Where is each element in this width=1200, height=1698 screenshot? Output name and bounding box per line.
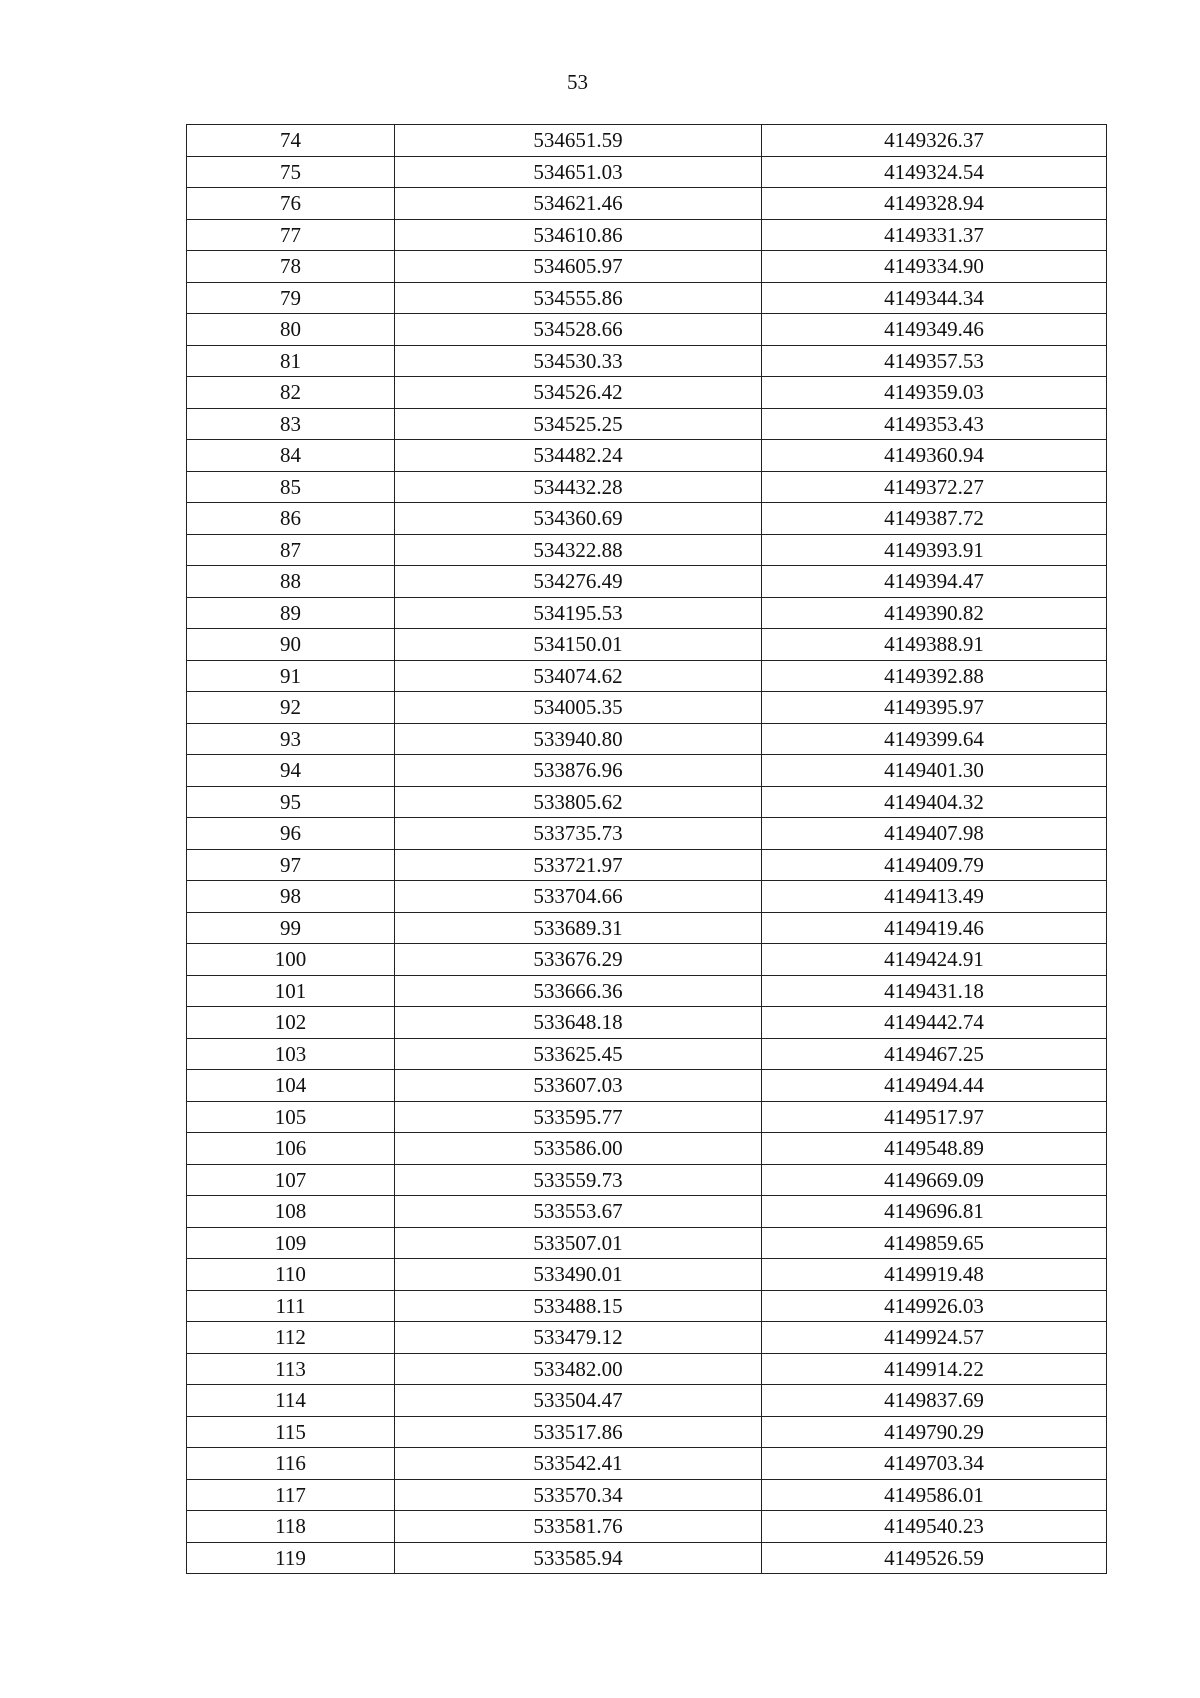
point-number-cell: 103 (187, 1038, 395, 1070)
coordinates-table (186, 124, 1107, 1574)
point-number-cell: 86 (187, 503, 395, 535)
point-number-cell: 94 (187, 755, 395, 787)
x-coordinate-cell: 534605.97 (395, 251, 762, 283)
x-coordinate-cell: 533581.76 (395, 1511, 762, 1543)
x-coordinate-cell: 533559.73 (395, 1164, 762, 1196)
table-row (187, 1227, 1107, 1259)
y-coordinate-cell: 4149344.34 (762, 282, 1107, 314)
point-number-cell: 111 (187, 1290, 395, 1322)
x-coordinate-cell: 534526.42 (395, 377, 762, 409)
table-row (187, 1133, 1107, 1165)
table-row (187, 1259, 1107, 1291)
y-coordinate-cell: 4149413.49 (762, 881, 1107, 913)
y-coordinate-cell: 4149390.82 (762, 597, 1107, 629)
x-coordinate-cell: 534322.88 (395, 534, 762, 566)
x-coordinate-cell: 533553.67 (395, 1196, 762, 1228)
y-coordinate-cell: 4149393.91 (762, 534, 1107, 566)
x-coordinate-cell: 533648.18 (395, 1007, 762, 1039)
x-coordinate-cell: 534276.49 (395, 566, 762, 598)
x-coordinate-cell: 534525.25 (395, 408, 762, 440)
point-number-cell: 115 (187, 1416, 395, 1448)
y-coordinate-cell: 4149442.74 (762, 1007, 1107, 1039)
y-coordinate-cell: 4149328.94 (762, 188, 1107, 220)
point-number-cell: 95 (187, 786, 395, 818)
point-number-cell: 82 (187, 377, 395, 409)
y-coordinate-cell: 4149334.90 (762, 251, 1107, 283)
point-number-cell: 99 (187, 912, 395, 944)
point-number-cell: 110 (187, 1259, 395, 1291)
x-coordinate-cell: 533607.03 (395, 1070, 762, 1102)
point-number-cell: 101 (187, 975, 395, 1007)
table-row (187, 944, 1107, 976)
x-coordinate-cell: 533805.62 (395, 786, 762, 818)
x-coordinate-cell: 534530.33 (395, 345, 762, 377)
y-coordinate-cell: 4149914.22 (762, 1353, 1107, 1385)
table-row (187, 1070, 1107, 1102)
x-coordinate-cell: 534432.28 (395, 471, 762, 503)
point-number-cell: 85 (187, 471, 395, 503)
y-coordinate-cell: 4149388.91 (762, 629, 1107, 661)
y-coordinate-cell: 4149703.34 (762, 1448, 1107, 1480)
x-coordinate-cell: 534651.59 (395, 125, 762, 157)
y-coordinate-cell: 4149526.59 (762, 1542, 1107, 1574)
table-row (187, 156, 1107, 188)
x-coordinate-cell: 534195.53 (395, 597, 762, 629)
table-row (187, 125, 1107, 157)
table-row (187, 1385, 1107, 1417)
y-coordinate-cell: 4149359.03 (762, 377, 1107, 409)
y-coordinate-cell: 4149395.97 (762, 692, 1107, 724)
table-row (187, 377, 1107, 409)
x-coordinate-cell: 534528.66 (395, 314, 762, 346)
y-coordinate-cell: 4149467.25 (762, 1038, 1107, 1070)
point-number-cell: 109 (187, 1227, 395, 1259)
table-row (187, 1511, 1107, 1543)
table-row (187, 1416, 1107, 1448)
x-coordinate-cell: 534005.35 (395, 692, 762, 724)
table-row (187, 1196, 1107, 1228)
point-number-cell: 80 (187, 314, 395, 346)
table-row (187, 1542, 1107, 1574)
y-coordinate-cell: 4149331.37 (762, 219, 1107, 251)
y-coordinate-cell: 4149548.89 (762, 1133, 1107, 1165)
point-number-cell: 88 (187, 566, 395, 598)
y-coordinate-cell: 4149790.29 (762, 1416, 1107, 1448)
point-number-cell: 104 (187, 1070, 395, 1102)
table-row (187, 1353, 1107, 1385)
x-coordinate-cell: 533542.41 (395, 1448, 762, 1480)
y-coordinate-cell: 4149924.57 (762, 1322, 1107, 1354)
x-coordinate-cell: 533876.96 (395, 755, 762, 787)
y-coordinate-cell: 4149424.91 (762, 944, 1107, 976)
point-number-cell: 113 (187, 1353, 395, 1385)
y-coordinate-cell: 4149517.97 (762, 1101, 1107, 1133)
x-coordinate-cell: 533488.15 (395, 1290, 762, 1322)
table-row (187, 219, 1107, 251)
y-coordinate-cell: 4149399.64 (762, 723, 1107, 755)
x-coordinate-cell: 533676.29 (395, 944, 762, 976)
x-coordinate-cell: 533940.80 (395, 723, 762, 755)
point-number-cell: 97 (187, 849, 395, 881)
y-coordinate-cell: 4149401.30 (762, 755, 1107, 787)
x-coordinate-cell: 533595.77 (395, 1101, 762, 1133)
table-row (187, 471, 1107, 503)
table-row (187, 597, 1107, 629)
point-number-cell: 119 (187, 1542, 395, 1574)
y-coordinate-cell: 4149669.09 (762, 1164, 1107, 1196)
y-coordinate-cell: 4149394.47 (762, 566, 1107, 598)
x-coordinate-cell: 533490.01 (395, 1259, 762, 1291)
point-number-cell: 83 (187, 408, 395, 440)
point-number-cell: 91 (187, 660, 395, 692)
x-coordinate-cell: 533735.73 (395, 818, 762, 850)
y-coordinate-cell: 4149419.46 (762, 912, 1107, 944)
point-number-cell: 112 (187, 1322, 395, 1354)
page-number: 53 (567, 70, 588, 94)
y-coordinate-cell: 4149360.94 (762, 440, 1107, 472)
point-number-cell: 81 (187, 345, 395, 377)
y-coordinate-cell: 4149696.81 (762, 1196, 1107, 1228)
point-number-cell: 79 (187, 282, 395, 314)
y-coordinate-cell: 4149540.23 (762, 1511, 1107, 1543)
point-number-cell: 98 (187, 881, 395, 913)
table-row (187, 282, 1107, 314)
y-coordinate-cell: 4149326.37 (762, 125, 1107, 157)
x-coordinate-cell: 533689.31 (395, 912, 762, 944)
x-coordinate-cell: 533482.00 (395, 1353, 762, 1385)
x-coordinate-cell: 533570.34 (395, 1479, 762, 1511)
point-number-cell: 116 (187, 1448, 395, 1480)
table-row (187, 408, 1107, 440)
x-coordinate-cell: 533586.00 (395, 1133, 762, 1165)
x-coordinate-cell: 534651.03 (395, 156, 762, 188)
coordinates-table-body (187, 125, 1107, 1574)
table-row (187, 566, 1107, 598)
table-row (187, 1164, 1107, 1196)
point-number-cell: 75 (187, 156, 395, 188)
point-number-cell: 100 (187, 944, 395, 976)
table-row (187, 881, 1107, 913)
table-row (187, 534, 1107, 566)
x-coordinate-cell: 533666.36 (395, 975, 762, 1007)
y-coordinate-cell: 4149586.01 (762, 1479, 1107, 1511)
table-row (187, 755, 1107, 787)
table-row (187, 314, 1107, 346)
x-coordinate-cell: 533704.66 (395, 881, 762, 913)
x-coordinate-cell: 534150.01 (395, 629, 762, 661)
point-number-cell: 76 (187, 188, 395, 220)
table-row (187, 188, 1107, 220)
table-row (187, 692, 1107, 724)
y-coordinate-cell: 4149431.18 (762, 975, 1107, 1007)
table-row (187, 912, 1107, 944)
table-row (187, 1290, 1107, 1322)
x-coordinate-cell: 534621.46 (395, 188, 762, 220)
point-number-cell: 108 (187, 1196, 395, 1228)
x-coordinate-cell: 533721.97 (395, 849, 762, 881)
table-row (187, 849, 1107, 881)
table-row (187, 1448, 1107, 1480)
y-coordinate-cell: 4149409.79 (762, 849, 1107, 881)
x-coordinate-cell: 534610.86 (395, 219, 762, 251)
y-coordinate-cell: 4149387.72 (762, 503, 1107, 535)
table-row (187, 440, 1107, 472)
y-coordinate-cell: 4149392.88 (762, 660, 1107, 692)
x-coordinate-cell: 533517.86 (395, 1416, 762, 1448)
table-row (187, 1101, 1107, 1133)
table-row (187, 786, 1107, 818)
y-coordinate-cell: 4149494.44 (762, 1070, 1107, 1102)
y-coordinate-cell: 4149919.48 (762, 1259, 1107, 1291)
point-number-cell: 90 (187, 629, 395, 661)
y-coordinate-cell: 4149353.43 (762, 408, 1107, 440)
x-coordinate-cell: 534555.86 (395, 282, 762, 314)
y-coordinate-cell: 4149404.32 (762, 786, 1107, 818)
y-coordinate-cell: 4149926.03 (762, 1290, 1107, 1322)
table-row (187, 975, 1107, 1007)
x-coordinate-cell: 534074.62 (395, 660, 762, 692)
point-number-cell: 87 (187, 534, 395, 566)
y-coordinate-cell: 4149349.46 (762, 314, 1107, 346)
table-row (187, 723, 1107, 755)
table-row (187, 660, 1107, 692)
point-number-cell: 96 (187, 818, 395, 850)
point-number-cell: 105 (187, 1101, 395, 1133)
x-coordinate-cell: 533625.45 (395, 1038, 762, 1070)
table-row (187, 345, 1107, 377)
table-row (187, 1038, 1107, 1070)
point-number-cell: 114 (187, 1385, 395, 1417)
x-coordinate-cell: 534360.69 (395, 503, 762, 535)
y-coordinate-cell: 4149407.98 (762, 818, 1107, 850)
x-coordinate-cell: 533585.94 (395, 1542, 762, 1574)
y-coordinate-cell: 4149357.53 (762, 345, 1107, 377)
point-number-cell: 117 (187, 1479, 395, 1511)
point-number-cell: 84 (187, 440, 395, 472)
point-number-cell: 89 (187, 597, 395, 629)
point-number-cell: 118 (187, 1511, 395, 1543)
point-number-cell: 78 (187, 251, 395, 283)
x-coordinate-cell: 533504.47 (395, 1385, 762, 1417)
x-coordinate-cell: 533479.12 (395, 1322, 762, 1354)
point-number-cell: 106 (187, 1133, 395, 1165)
y-coordinate-cell: 4149859.65 (762, 1227, 1107, 1259)
table-row (187, 503, 1107, 535)
y-coordinate-cell: 4149837.69 (762, 1385, 1107, 1417)
point-number-cell: 93 (187, 723, 395, 755)
point-number-cell: 107 (187, 1164, 395, 1196)
table-row (187, 1479, 1107, 1511)
y-coordinate-cell: 4149324.54 (762, 156, 1107, 188)
table-row (187, 1322, 1107, 1354)
table-row (187, 251, 1107, 283)
table-row (187, 629, 1107, 661)
x-coordinate-cell: 534482.24 (395, 440, 762, 472)
x-coordinate-cell: 533507.01 (395, 1227, 762, 1259)
y-coordinate-cell: 4149372.27 (762, 471, 1107, 503)
table-row (187, 818, 1107, 850)
point-number-cell: 77 (187, 219, 395, 251)
point-number-cell: 102 (187, 1007, 395, 1039)
point-number-cell: 74 (187, 125, 395, 157)
point-number-cell: 92 (187, 692, 395, 724)
table-row (187, 1007, 1107, 1039)
